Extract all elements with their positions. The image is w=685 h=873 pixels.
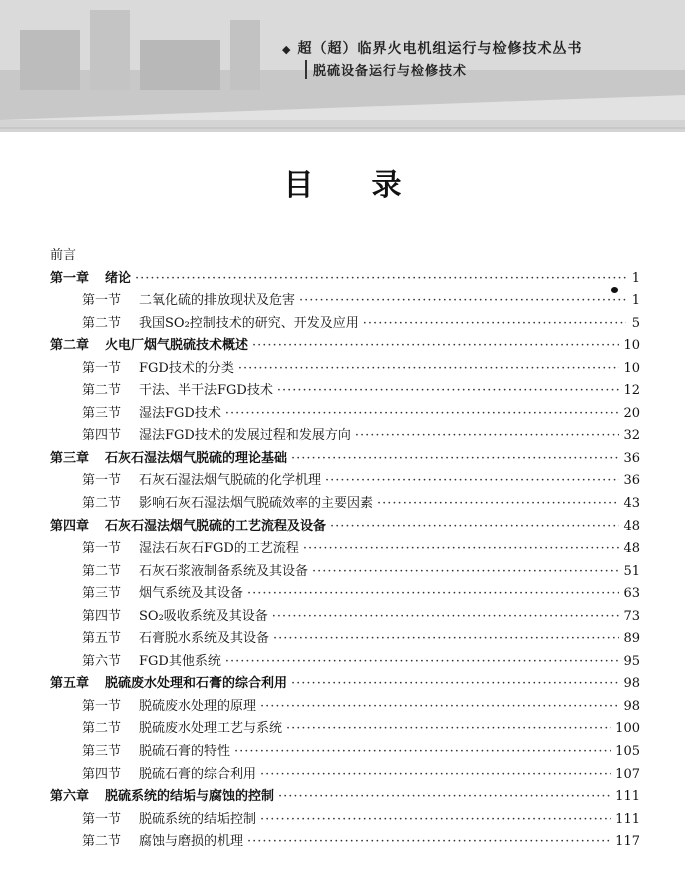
entry-number: 第四章 [50, 518, 90, 534]
page-number: 117 [615, 834, 640, 850]
entry-number: 第六章 [50, 789, 90, 805]
toc-section-entry[interactable] [50, 650, 640, 673]
dot-leader [286, 721, 611, 736]
entry-label [82, 605, 268, 624]
entry-title: 湿法FGD技术的发展过程和发展方向 [139, 428, 351, 444]
entry-number: 第二章 [50, 338, 90, 354]
page-number: 98 [623, 676, 640, 692]
book-title: 脱硫设备运行与检修技术 [305, 60, 467, 79]
entry-title: 脱硫废水处理和石膏的综合利用 [105, 676, 288, 692]
entry-number: 第一章 [50, 270, 90, 286]
page-number: 98 [623, 698, 640, 714]
preface-label: 前言 [50, 248, 77, 263]
page-number: 48 [623, 541, 640, 557]
page-number: 73 [623, 608, 640, 624]
entry-title: 湿法石灰石FGD的工艺流程 [139, 541, 299, 557]
entry-label [82, 537, 299, 556]
dot-leader [225, 406, 620, 421]
toc-chapter-entry[interactable] [50, 267, 640, 290]
dot-leader [355, 428, 620, 443]
entry-title: 绪论 [105, 270, 132, 286]
entry-title: 石灰石湿法烟气脱硫的化学机理 [139, 473, 322, 489]
dot-leader [247, 586, 619, 601]
page-number: 43 [623, 496, 640, 512]
dot-leader [273, 631, 619, 646]
toc-section-entry[interactable] [50, 492, 640, 515]
entry-label [82, 379, 273, 398]
toc-section-entry[interactable] [50, 695, 640, 718]
toc-title: 目录 [283, 168, 460, 203]
entry-label [82, 289, 295, 308]
entry-title: 脱硫系统的结垢控制 [139, 811, 257, 827]
entry-number: 第二节 [82, 315, 122, 331]
entry-label [50, 672, 287, 691]
dot-leader [325, 473, 619, 488]
entry-title: 石灰石浆液制备系统及其设备 [139, 563, 309, 579]
toc-section-entry[interactable] [50, 605, 640, 628]
entry-label [82, 312, 359, 331]
entry-label [82, 402, 221, 421]
entry-label [82, 830, 243, 849]
dot-leader [377, 496, 619, 511]
page-number: 100 [615, 721, 640, 737]
toc-section-entry[interactable] [50, 740, 640, 763]
diamond-icon: ◆ [282, 43, 292, 56]
entry-title: 脱硫废水处理工艺与系统 [139, 721, 283, 737]
entry-number: 第五节 [82, 631, 122, 647]
entry-number: 第三节 [82, 405, 122, 421]
entry-title: 脱硫石膏的综合利用 [139, 766, 257, 782]
entry-label [82, 717, 282, 736]
entry-title: 二氧化硫的排放现状及危害 [139, 293, 296, 309]
entry-title: 火电厂烟气脱硫技术概述 [105, 338, 249, 354]
header-banner [0, 0, 685, 132]
page-number: 20 [623, 405, 640, 421]
dot-leader [277, 383, 620, 398]
toc-section-entry[interactable] [50, 830, 640, 853]
dot-leader [252, 338, 619, 353]
table-of-contents [50, 244, 640, 853]
entry-title: 影响石灰石湿法烟气脱硫效率的主要因素 [139, 496, 374, 512]
toc-section-entry[interactable] [50, 560, 640, 583]
dot-leader [278, 789, 611, 804]
entry-label [50, 267, 131, 286]
dot-leader [260, 767, 611, 782]
page-number: 12 [623, 383, 640, 399]
toc-chapter-entry[interactable] [50, 672, 640, 695]
page-number: 95 [623, 653, 640, 669]
entry-title: SO₂吸收系统及其设备 [139, 608, 268, 624]
series-title [282, 38, 672, 58]
toc-chapter-entry[interactable] [50, 334, 640, 357]
page-number: 105 [615, 744, 640, 760]
page-number: 111 [615, 789, 640, 805]
entry-number: 第一节 [82, 698, 122, 714]
page-number: 63 [623, 586, 640, 602]
dot-leader [272, 609, 620, 624]
entry-number: 第五章 [50, 676, 90, 692]
page-number: 1 [631, 293, 640, 309]
page-number: 10 [623, 360, 640, 376]
page-number: 1 [631, 270, 640, 286]
entry-label [82, 808, 256, 827]
page-number: 48 [623, 518, 640, 534]
entry-number: 第四节 [82, 766, 122, 782]
toc-section-entry[interactable] [50, 469, 640, 492]
entry-title: 脱硫石膏的特性 [139, 744, 231, 760]
dot-leader [238, 361, 620, 376]
page-number: 111 [615, 811, 640, 827]
toc-section-entry[interactable] [50, 357, 640, 380]
toc-chapter-entry[interactable] [50, 785, 640, 808]
dot-leader [260, 812, 611, 827]
toc-section-entry[interactable] [50, 537, 640, 560]
entry-label [82, 582, 243, 601]
series-title-text: 超（超）临界火电机组运行与检修技术丛书 [297, 41, 583, 57]
entry-number: 第三章 [50, 450, 90, 466]
entry-number: 第一节 [82, 811, 122, 827]
entry-number: 第一节 [82, 360, 122, 376]
entry-title: 石膏脱水系统及其设备 [139, 631, 270, 647]
entry-label [82, 627, 269, 646]
entry-title: 脱硫废水处理的原理 [139, 698, 257, 714]
entry-label [82, 424, 351, 443]
entry-title: 烟气系统及其设备 [139, 586, 244, 602]
entry-label [82, 469, 321, 488]
dot-leader [291, 451, 619, 466]
page-number: 51 [623, 563, 640, 579]
toc-section-entry[interactable] [50, 424, 640, 447]
entry-number: 第一节 [82, 293, 122, 309]
toc-section-entry[interactable] [50, 627, 640, 650]
dot-leader [330, 519, 619, 534]
entry-title: 湿法FGD技术 [139, 405, 221, 421]
entry-title: 石灰石湿法烟气脱硫的工艺流程及设备 [105, 518, 327, 534]
entry-title: 干法、半干法FGD技术 [139, 383, 273, 399]
entry-number: 第四节 [82, 608, 122, 624]
ink-dot [611, 287, 618, 293]
entry-number: 第三节 [82, 744, 122, 760]
entry-label [50, 334, 248, 353]
page-number: 10 [623, 338, 640, 354]
dot-leader [260, 699, 619, 714]
entry-number: 第一节 [82, 473, 122, 489]
entry-label [82, 560, 308, 579]
entry-title: 我国SO₂控制技术的研究、开发及应用 [139, 315, 359, 331]
entry-number: 第六节 [82, 653, 122, 669]
toc-preface[interactable] [50, 244, 640, 267]
dot-leader [135, 271, 626, 286]
dot-leader [291, 676, 619, 691]
dot-leader [303, 541, 620, 556]
toc-section-entry[interactable] [50, 808, 640, 831]
toc-section-entry[interactable] [50, 289, 640, 312]
dot-leader [234, 744, 611, 759]
entry-label [82, 357, 234, 376]
entry-number: 第二节 [82, 721, 122, 737]
entry-label [50, 785, 274, 804]
entry-label [82, 650, 221, 669]
entry-number: 第二节 [82, 563, 122, 579]
entry-title: 脱硫系统的结垢与腐蚀的控制 [105, 789, 275, 805]
dot-leader [247, 834, 611, 849]
entry-title: FGD其他系统 [139, 653, 221, 669]
page-number: 36 [623, 450, 640, 466]
toc-chapter-entry[interactable] [50, 447, 640, 470]
dot-leader [299, 293, 626, 308]
dot-leader [225, 654, 620, 669]
toc-section-entry[interactable] [50, 717, 640, 740]
page-number: 89 [623, 631, 640, 647]
entry-number: 第二节 [82, 496, 122, 512]
dot-leader [363, 316, 626, 331]
entry-title: 腐蚀与磨损的机理 [139, 834, 244, 850]
entry-label [82, 695, 256, 714]
entry-label [82, 492, 373, 511]
entry-number: 第一节 [82, 541, 122, 557]
entry-label [50, 447, 287, 466]
entry-title: FGD技术的分类 [139, 360, 234, 376]
entry-title: 石灰石湿法烟气脱硫的理论基础 [105, 450, 288, 466]
entry-number: 第四节 [82, 428, 122, 444]
toc-section-entry[interactable] [50, 582, 640, 605]
page-number: 107 [615, 766, 640, 782]
entry-label [50, 515, 326, 534]
toc-section-entry[interactable] [50, 763, 640, 786]
entry-label [82, 763, 256, 782]
page-number: 36 [623, 473, 640, 489]
entry-number: 第二节 [82, 383, 122, 399]
entry-number: 第二节 [82, 834, 122, 850]
toc-section-entry[interactable] [50, 402, 640, 425]
toc-chapter-entry[interactable] [50, 515, 640, 538]
dot-leader [312, 564, 619, 579]
page-number: 5 [631, 315, 640, 331]
entry-number: 第三节 [82, 586, 122, 602]
toc-section-entry[interactable] [50, 379, 640, 402]
page-number: 32 [623, 428, 640, 444]
entry-label [82, 740, 230, 759]
toc-section-entry[interactable] [50, 312, 640, 335]
